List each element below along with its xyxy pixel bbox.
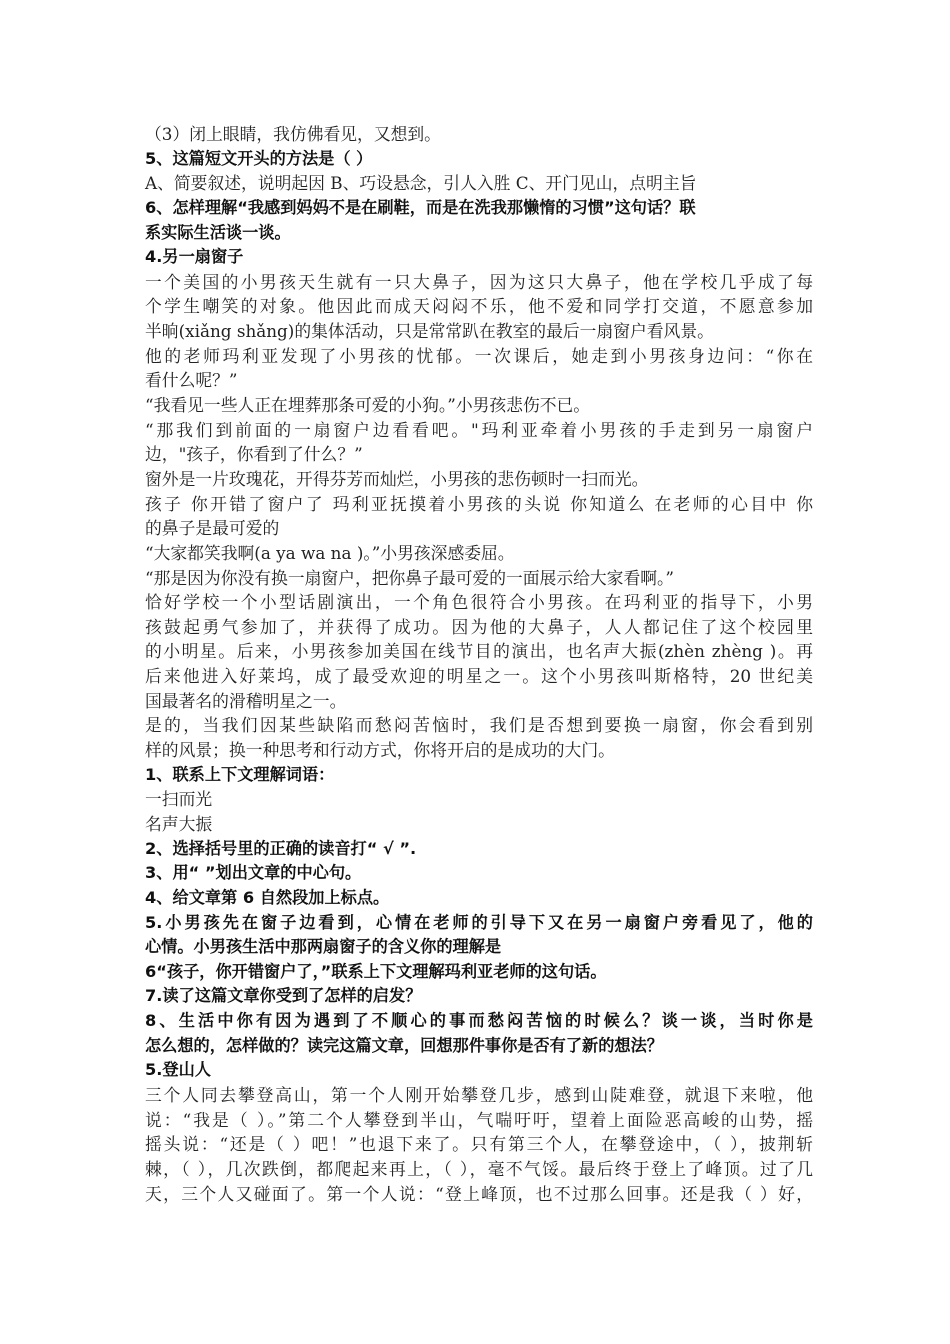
text-line: 孩鼓起勇气参加了，并获得了成功。因为他的大鼻子，人人都记住了这个校园里 (145, 616, 813, 637)
text-line: 半晌(xiǎng shǎng)的集体活动，只是常常趴在教室的最后一扇窗户看风景。 (145, 321, 714, 342)
text-line: “大家都笑我啊(a ya wa na )。”小男孩深感委屈。 (145, 542, 515, 563)
heading-line: 6“孩子，你开错窗户了，”联系上下文理解玛利亚老师的这句话。 (145, 961, 607, 981)
text-line: 恰好学校一个小型话剧演出，一个角色很符合小男孩。在玛利亚的指导下，小男 (145, 592, 813, 613)
text-line: 的小明星。后来，小男孩参加美国在线节目的演出，也名声大振(zhèn zhèng )。再 (145, 641, 813, 662)
heading-line: 怎么想的，怎样做的？读完这篇文章，回想那件事你是否有了新的想法？ (145, 1035, 663, 1055)
text-line: 看什么呢？” (145, 370, 238, 391)
text-line: “那是因为你没有换一扇窗户，把你鼻子最可爱的一面展示给大家看啊。” (145, 567, 674, 588)
heading-line: 心情。小男孩生活中那两扇窗子的含义你的理解是 (145, 937, 502, 957)
text-line: “那我们到前面的一扇窗户边看看吧。"玛利亚牵着小男孩的手走到另一扇窗户 (145, 419, 813, 440)
text-line: 窗外是一片玫瑰花，开得芬芳而灿烂，小男孩的悲伤顿时一扫而光。 (145, 468, 649, 489)
text-line: （3）闭上眼睛，我仿佛看见，又想到。 (145, 124, 441, 144)
heading-line: 2、选择括号里的正确的读音打“ √ ”. (145, 838, 417, 858)
heading-line: 5、这篇短文开头的方法是（ ） (145, 148, 373, 168)
text-line: 样的风景；换一种思考和行动方式，你将开启的是成功的大门。 (145, 740, 615, 761)
text-line: A、简要叙述，说明起因 B、巧设悬念，引人入胜 C、开门见山，点明主旨 (145, 173, 697, 194)
text-line: 棘，（ ），几次跌倒，都爬起来再上，（ ），毫不气馁。最后终于登上了峰顶。过了几 (145, 1158, 813, 1179)
text-line: 天，三个人又碰面了。第一个人说：“登上峰顶，也不过那么回事。还是我（ ）好， (145, 1183, 813, 1204)
heading-line: 5.登山人 (145, 1060, 211, 1080)
text-line: 是的，当我们因某些缺陷而愁闷苦恼时，我们是否想到要换一扇窗，你会看到别 (145, 715, 813, 736)
heading-line: 4.另一扇窗子 (145, 247, 244, 267)
text-line: “我看见一些人正在埋葬那条可爱的小狗。”小男孩悲伤不已。 (145, 395, 591, 416)
document-page (145, 122, 813, 1206)
text-line: 摇头说：“还是（ ）吧！”也退下来了。只有第三个人，在攀登途中，（ ），披荆斩 (145, 1134, 813, 1155)
heading-line: 系实际生活谈一谈。 (145, 222, 291, 242)
text-line: 一个美国的小男孩天生就有一只大鼻子，因为这只大鼻子，他在学校几乎成了每 (145, 271, 813, 292)
heading-line: 6、怎样理解“我感到妈妈不是在刷鞋，而是在洗我那懒惰的习惯”这句话？联 (145, 197, 696, 217)
text-line: 三个人同去攀登高山，第一个人刚开始攀登几步，感到山陡难登，就退下来啦，他 (145, 1084, 813, 1105)
text-line: 他的老师玛利亚发现了小男孩的忧郁。一次课后，她走到小男孩身边问：“你在 (145, 345, 813, 366)
text-line: 名声大振 (145, 813, 213, 834)
text-line: 孩子 你开错了窗户了 玛利亚抚摸着小男孩的头说 你知道么 在老师的心目中 你 (145, 493, 813, 514)
text-line: 个学生嘲笑的对象。他因此而成天闷闷不乐，他不爱和同学打交道，不愿意参加 (145, 296, 813, 317)
heading-line: 7.读了这篇文章你受到了怎样的启发？ (145, 986, 422, 1006)
text-line: 边，"孩子，你看到了什么？” (145, 444, 363, 465)
heading-line: 3、用“ ”划出文章的中心句。 (145, 863, 362, 883)
heading-line: 1、联系上下文理解词语： (145, 764, 335, 784)
heading-line: 5.小男孩先在窗子边看到，心情在老师的引导下又在另一扇窗户旁看见了，他的 (145, 912, 813, 932)
heading-line: 8、生活中你有因为遇到了不顺心的事而愁闷苦恼的时候么？谈一谈，当时你是 (145, 1011, 813, 1031)
text-line: 国最著名的滑稽明星之一。 (145, 690, 347, 711)
heading-line: 4、给文章第 6 自然段加上标点。 (145, 887, 390, 907)
text-line: 说：“我是（ ）。”第二个人攀登到半山，气喘吁吁，望着上面险恶高峻的山势，摇 (145, 1109, 813, 1130)
text-line: 的鼻子是最可爱的 (145, 518, 280, 539)
text-line: 后来他进入好莱坞，成了最受欢迎的明星之一。这个小男孩叫斯格特，20 世纪美 (145, 666, 813, 687)
text-line: 一扫而光 (145, 789, 213, 810)
